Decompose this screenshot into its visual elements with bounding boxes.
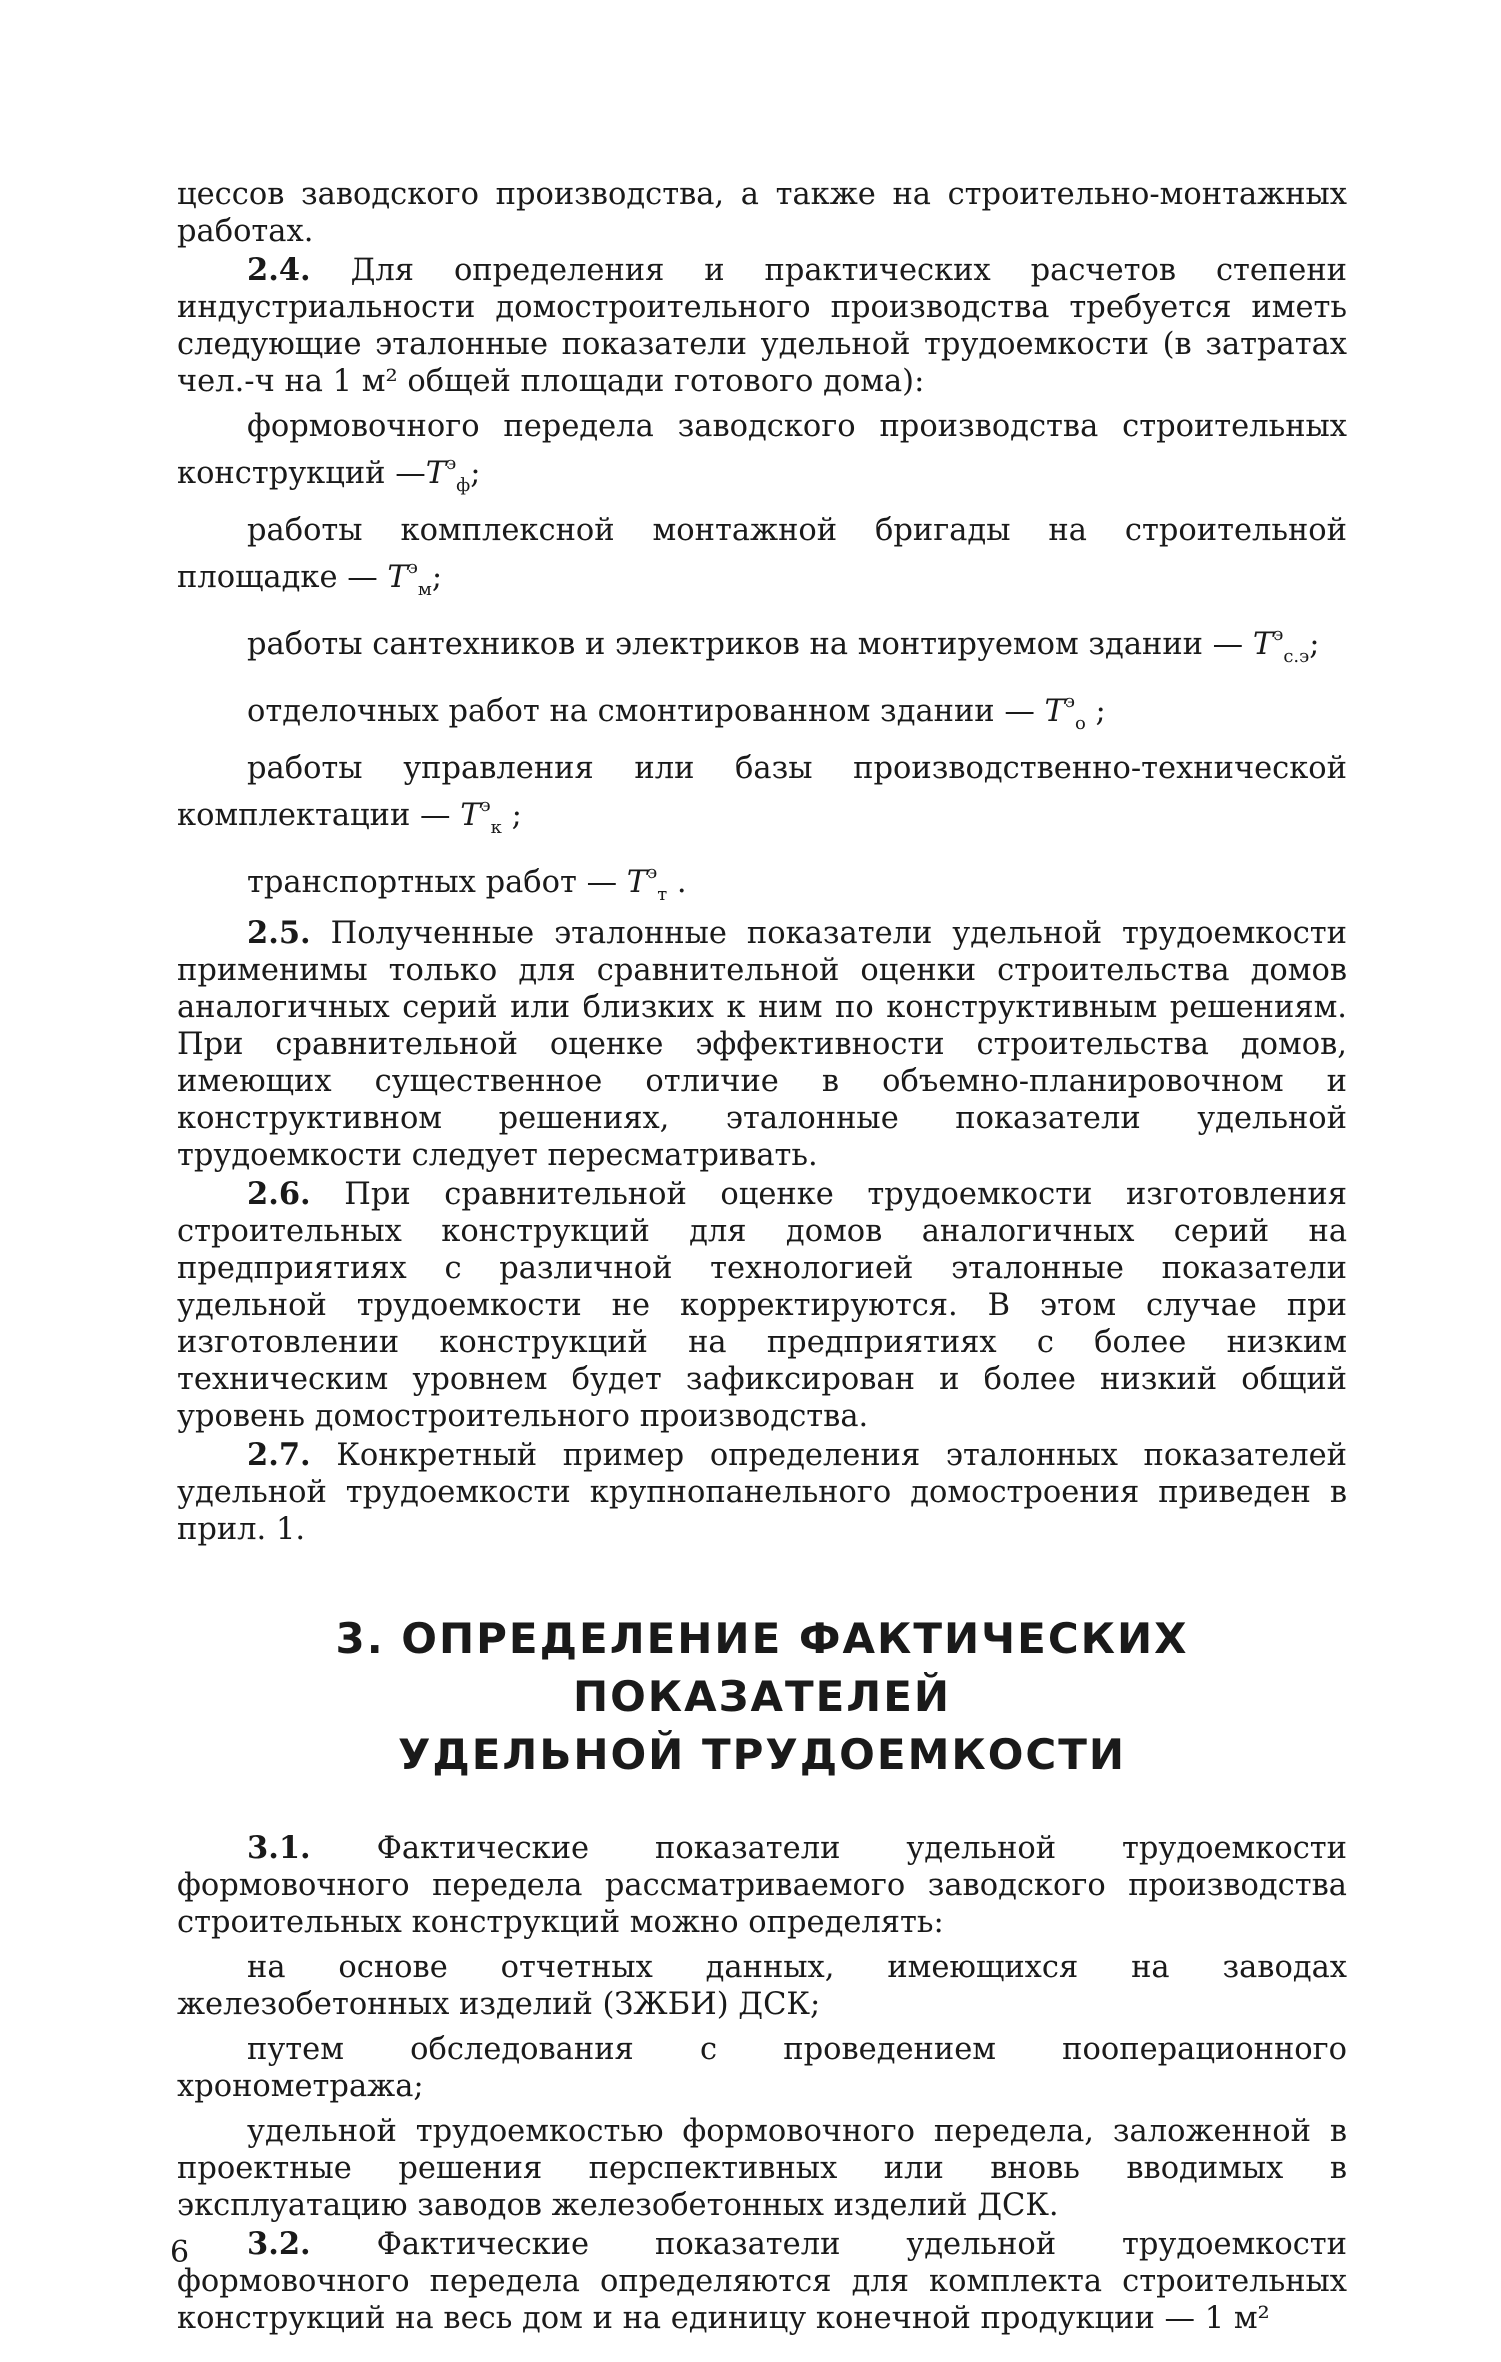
paragraph-number: 2.5. — [247, 915, 311, 951]
paragraph-3-2 — [177, 2226, 1347, 2337]
list-item — [177, 750, 1347, 846]
page-number: 6 — [170, 2235, 190, 2270]
formula-superscript: э — [480, 795, 491, 816]
item-end: ; — [501, 798, 522, 833]
formula — [387, 557, 432, 600]
paragraph-text: При сравнительной оценке трудоемкости изготовления строительных конструкций для домов аналогичных серий на предприятиях с различной технологией эталонные показатели удельной трудоемкости не корректируются. В этом случае при изготовлении конструкций на предприятиях с более низким техническим уровнем будет зафиксирован и более низкий общий уровень домостроительного производства. — [177, 1177, 1347, 1434]
formula-superscript: э — [647, 862, 658, 883]
formula-subscript: с.э — [1283, 646, 1310, 667]
formula — [425, 453, 471, 496]
section-heading-line-2: УДЕЛЬНОЙ ТРУДОЕМКОСТИ — [397, 1730, 1127, 1779]
item-text: транспортных работ — — [247, 865, 627, 900]
section-heading-line-1: 3. ОПРЕДЕЛЕНИЕ ФАКТИЧЕСКИХ ПОКАЗАТЕЛЕЙ — [335, 1614, 1189, 1721]
formula-symbol: T — [1252, 627, 1274, 662]
formula-subscript: к — [490, 817, 502, 838]
formula-subscript: т — [657, 884, 668, 905]
list-item: путем обследования с проведением пооперационного хронометража; — [177, 2032, 1347, 2104]
paragraph-2-5 — [177, 915, 1347, 1174]
formula-symbol: T — [1044, 694, 1065, 729]
item-end: ; — [1085, 694, 1106, 729]
paragraph-2-7 — [177, 1437, 1347, 1548]
item-end: ; — [1309, 627, 1320, 662]
paragraph-number: 2.4. — [247, 252, 311, 288]
item-text: работы управления или базы производственно-технической комплектации — — [177, 751, 1347, 833]
paragraph-text: Для определения и практических расчетов степени индустриальности домостроительного производства требуется иметь следующие эталонные показатели удельной трудоемкости (в затратах чел.-ч на 1 м² общей площади готового дома): — [177, 253, 1347, 399]
list-item — [177, 854, 1347, 913]
formula-subscript: о — [1074, 713, 1086, 734]
item-end: ; — [431, 560, 443, 595]
method-list — [177, 1949, 1347, 2224]
paragraph-text: Фактические показатели удельной трудоемкости формовочного передела рассматриваемого заводского производства строительных конструкций можно определять: — [177, 1831, 1347, 1940]
list-item — [177, 408, 1347, 504]
formula — [1252, 624, 1310, 667]
formula-superscript: э — [446, 453, 457, 474]
list-item — [177, 616, 1347, 675]
paragraph-number: 3.1. — [247, 1830, 311, 1866]
list-item — [177, 683, 1347, 742]
formula-symbol: T — [626, 865, 648, 900]
paragraph-2-6 — [177, 1176, 1347, 1435]
indicator-list — [177, 408, 1347, 913]
formula-superscript: э — [1273, 624, 1284, 645]
paragraph-number: 2.6. — [247, 1176, 311, 1212]
paragraph-number: 2.7. — [247, 1437, 311, 1473]
list-item — [177, 512, 1347, 608]
formula — [1044, 691, 1086, 734]
formula-superscript: э — [1064, 691, 1075, 712]
item-end: ; — [470, 456, 481, 491]
item-text: отделочных работ на смонтированном здании — — [247, 694, 1045, 729]
list-item: на основе отчетных данных, имеющихся на заводах железобетонных изделий (ЗЖБИ) ДСК; — [177, 1950, 1347, 2022]
item-text: работы комплексной монтажной бригады на строительной площадке — — [177, 513, 1347, 595]
paragraph-number: 3.2. — [247, 2226, 311, 2262]
formula — [460, 795, 502, 838]
item-text: формовочного передела заводского производства строительных конструкций — — [177, 409, 1347, 491]
formula — [626, 862, 668, 905]
formula-symbol: T — [460, 798, 481, 833]
paragraph-text: Полученные эталонные показатели удельной трудоемкости применимы только для сравнительной оценки строительства домов аналогичных серий или близких к ним по конструктивным решениям. При сравнительной оценке эффективности строительства домов, имеющих существенное отличие в объемно-планировочном и конструктивном решениях, эталонные показатели удельной трудоемкости следует пересматривать. — [177, 916, 1347, 1173]
page-body — [177, 176, 1347, 2337]
formula-subscript: ф — [456, 475, 471, 496]
item-end: . — [667, 865, 687, 900]
paragraph-2-4 — [177, 252, 1347, 400]
formula-superscript: э — [407, 557, 418, 578]
section-heading — [177, 1610, 1347, 1784]
paragraph-text: Конкретный пример определения эталонных показателей удельной трудоемкости крупнопанельного домостроения приведен в прил. 1. — [177, 1438, 1347, 1547]
paragraph-text: Фактические показатели удельной трудоемкости формовочного передела определяются для комплекта строительных конструкций на весь дом и на единицу конечной продукции — 1 м² — [177, 2227, 1347, 2336]
formula-symbol: T — [387, 560, 408, 595]
formula-subscript: м — [417, 579, 432, 600]
formula-symbol: T — [425, 456, 447, 491]
intro-paragraph: цессов заводского производства, а также на строительно-монтажных работах. — [177, 177, 1347, 249]
paragraph-3-1 — [177, 1830, 1347, 1941]
list-item: удельной трудоемкостью формовочного передела, заложенной в проектные решения перспективных или вновь вводимых в эксплуатацию заводов железобетонных изделий ДСК. — [177, 2114, 1347, 2223]
item-text: работы сантехников и электриков на монтируемом здании — — [247, 627, 1253, 662]
